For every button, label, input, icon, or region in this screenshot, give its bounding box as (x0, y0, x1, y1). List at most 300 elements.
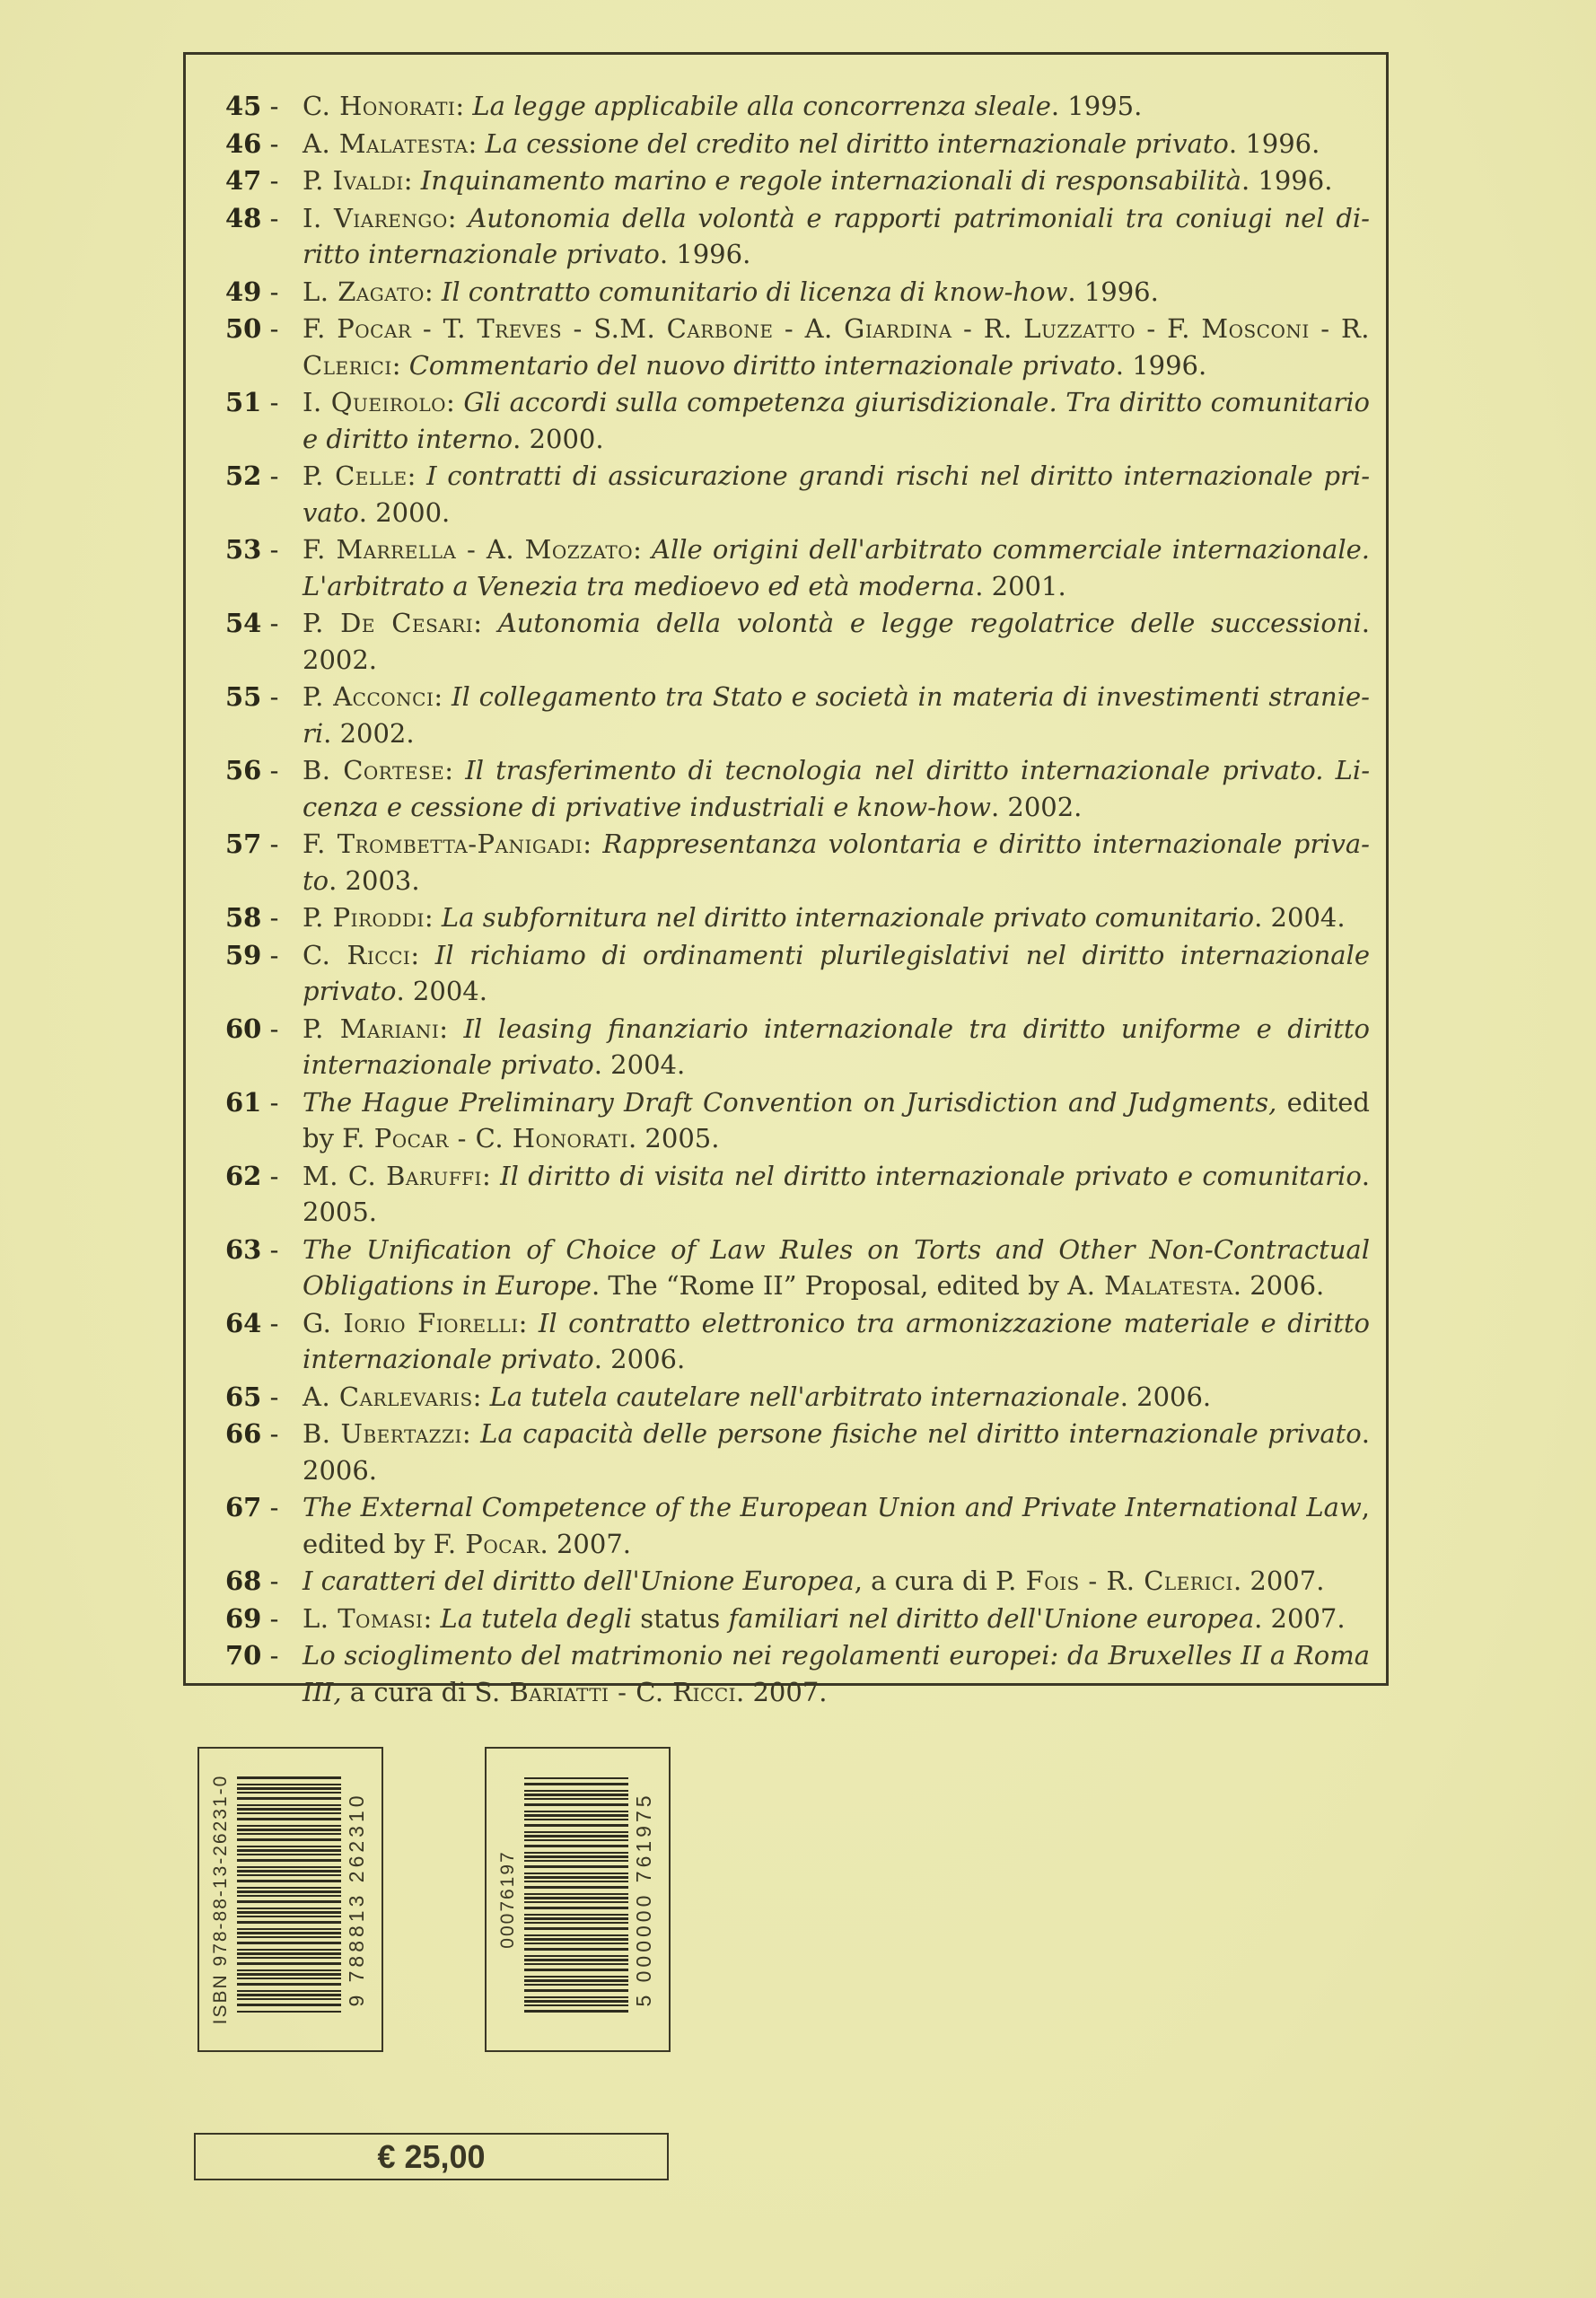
barcode-bar (524, 1803, 628, 1806)
entry-text (303, 126, 1370, 162)
barcode-bar (524, 1893, 628, 1895)
entry-detail: : (410, 939, 435, 970)
barcode-bar (524, 1794, 628, 1796)
barcode-bar (524, 1907, 628, 1909)
entry-detail: . 1996. (1067, 276, 1159, 307)
entry-detail: . The “Rome II” Proposal, edited by (591, 1270, 1068, 1301)
entry-detail: : (583, 829, 603, 859)
barcode-bar (237, 1949, 341, 1951)
entry-number-value: 60 (225, 1013, 262, 1044)
entry-number-value: 51 (225, 387, 262, 417)
entry-number: 58 - (225, 902, 279, 933)
entry-text (303, 311, 1370, 383)
entry-text (303, 274, 1370, 311)
barcode-bar (237, 1870, 341, 1873)
barcode-bar (237, 1787, 341, 1790)
entry-detail: : (633, 534, 653, 565)
entry-text (303, 1563, 1370, 1600)
entry-detail: . 2000. (513, 423, 604, 454)
barcode-bar (524, 1831, 628, 1833)
entry-number: 61 - (225, 1086, 279, 1118)
barcode-bar (237, 1942, 341, 1944)
barcode-bar (237, 1812, 341, 1814)
entry-detail: . 2005. (628, 1123, 720, 1153)
entry-text (303, 1305, 1370, 1378)
entry-number: 64 - (225, 1307, 279, 1338)
product-code-digits: 5 000000 761975 (631, 1792, 655, 2007)
entry-detail: . 2003. (329, 864, 420, 896)
barcode-bar (237, 1983, 341, 1986)
entry-number-value: 47 (225, 165, 262, 196)
entry-detail: status (632, 1602, 729, 1634)
entry-number-value: 63 (225, 1233, 262, 1265)
list-item (225, 200, 1370, 273)
entry-detail: . 2007. (736, 1676, 828, 1707)
barcode-bar (524, 1922, 628, 1924)
entry-text (303, 1232, 1370, 1304)
entry-detail: : (447, 202, 469, 233)
entry-author: F. Marrella - A. Mozzato (303, 534, 634, 565)
entry-title: Autonomia della volontà e rapporti patrimoniali tra coniugi nel diritto internazionale privato (303, 202, 1370, 269)
barcode-bar (237, 1936, 341, 1938)
list-item (225, 126, 1370, 162)
entry-number-value: 45 (225, 91, 262, 121)
list-item (225, 679, 1370, 751)
barcode-bar (237, 1911, 341, 1914)
barcode-bar (524, 1819, 628, 1820)
entry-detail: . 2002. (323, 717, 415, 749)
barcode-bar (524, 1790, 628, 1792)
entry-number: 69 - (225, 1602, 279, 1634)
barcode-bar (524, 1927, 628, 1930)
entry-author: A. Malatesta (1067, 1270, 1233, 1301)
isbn-digits: 9 788813 262310 (344, 1792, 368, 2007)
list-item (225, 1563, 1370, 1600)
entry-number-value: 46 (225, 127, 262, 159)
entry-title: Inquinamento marino e regole internazionali di responsabilità (420, 165, 1241, 196)
entry-detail: . 2004. (396, 976, 487, 1006)
entry-number: 68 - (225, 1566, 279, 1596)
entry-number: 70 - (225, 1640, 279, 1671)
entry-author: M. C. Baruffi (303, 1160, 482, 1191)
entry-title: Il diritto di visita nel diritto internazionale privato e comunitario (500, 1160, 1362, 1191)
entry-number: 57 - (225, 829, 279, 859)
entry-text (303, 899, 1370, 936)
entry-detail: . 2007. (1232, 1566, 1325, 1596)
entry-title: Il collegamento tra Stato e società in materia di investimenti stranieri (303, 681, 1370, 749)
list-item (225, 1305, 1370, 1378)
isbn-barcode-content (210, 1765, 372, 2034)
entry-title: I caratteri del diritto dell'Unione Europea (303, 1566, 855, 1596)
entry-number: 62 - (225, 1160, 279, 1191)
entry-number: 48 - (225, 202, 279, 233)
barcode-bar (237, 1952, 341, 1955)
barcode-bar (524, 1835, 628, 1838)
entry-title: The Unification of Choice of Law Rules on Torts and Other Non-Contractual Obligations in Europe (303, 1233, 1370, 1301)
barcode-bar (524, 1783, 628, 1785)
entry-author: B. Cortese (303, 755, 445, 785)
barcode-bar (524, 1814, 628, 1817)
entry-number: 51 - (225, 387, 279, 417)
barcode-bar (524, 1881, 628, 1882)
barcode-bar (237, 1908, 341, 1909)
entry-detail: . 1996. (1228, 127, 1320, 159)
entry-text (303, 1637, 1370, 1710)
entry-author: L. Zagato (303, 276, 425, 307)
list-item (225, 311, 1370, 383)
entry-detail: . 2006. (1119, 1381, 1212, 1412)
entry-detail: : (403, 165, 421, 196)
entry-number-value: 66 (225, 1418, 262, 1449)
entry-detail: : (455, 91, 473, 121)
entry-author: P. Celle (303, 460, 408, 491)
entry-number-value: 58 (225, 902, 262, 933)
entry-number: 46 - (225, 127, 279, 159)
entry-author: F. Pocar - T. Treves - S.M. Carbone - A. Giardina - R. Luzzatto - F. Mosconi - R. Clerici (303, 313, 1370, 381)
entry-author: F. Trombetta-Panigadi (303, 829, 583, 859)
entry-detail: : (439, 1013, 464, 1044)
barcode-bar (237, 1973, 341, 1976)
barcode-bar (237, 1990, 341, 1992)
barcode-bar (524, 1824, 628, 1827)
entry-title: La tutela degli (440, 1602, 633, 1634)
barcode-bar (524, 1969, 628, 1971)
barcode-bar (237, 2011, 341, 2013)
entry-author: I. Viarengo (303, 202, 448, 233)
entry-number-value: 53 (225, 534, 262, 565)
entry-detail: : (481, 1160, 501, 1191)
entry-title: Il contratto comunitario di licenza di know-how (441, 276, 1068, 307)
entry-number: 52 - (225, 460, 279, 491)
barcode-bar (524, 1845, 628, 1847)
entry-detail: . 2007. (1254, 1602, 1346, 1634)
barcode-bar (237, 1895, 341, 1897)
entry-text (303, 458, 1370, 531)
entry-number-value: 56 (225, 755, 262, 785)
entry-number: 53 - (225, 534, 279, 565)
barcode-bar (524, 1860, 628, 1862)
entry-detail: : (461, 1418, 481, 1449)
entry-author: F. Pocar - C. Honorati (342, 1123, 628, 1153)
entry-number-value: 61 (225, 1086, 262, 1118)
entry-number: 56 - (225, 755, 279, 785)
barcode-bar (524, 1901, 628, 1903)
entry-text (303, 384, 1370, 457)
barcode-bar (524, 1938, 628, 1941)
barcode-bar (524, 1811, 628, 1812)
entry-detail: . 2007. (539, 1528, 631, 1559)
entry-detail: . 2002. (990, 791, 1083, 822)
price-label: € 25,00 (194, 2133, 669, 2180)
list-item (225, 384, 1370, 457)
entry-detail: : (473, 608, 498, 638)
entry-detail: a cura di (341, 1676, 475, 1707)
entry-title: Rappresentanza volontaria e diritto internazionale privato (303, 829, 1370, 896)
entry-detail: , edited by (303, 1492, 1370, 1559)
entry-detail: . 2006. (593, 1344, 686, 1374)
entry-author: C. Ricci (303, 939, 411, 970)
entry-author: B. Ubertazzi (303, 1418, 462, 1449)
entry-detail: . 1996. (1241, 165, 1333, 196)
barcode-bar (237, 1792, 341, 1794)
list-item (225, 899, 1370, 936)
list-item (225, 1084, 1370, 1157)
entry-number: 65 - (225, 1381, 279, 1412)
entry-text (303, 937, 1370, 1010)
entry-title: La capacità delle persone fisiche nel diritto internazionale privato (480, 1418, 1362, 1449)
entry-number-value: 70 (225, 1640, 262, 1671)
barcode-bar (237, 1866, 341, 1868)
entry-title: The External Competence of the European Union and Private International Law (303, 1492, 1362, 1522)
list-item (225, 1011, 1370, 1083)
entry-number: 47 - (225, 165, 279, 196)
entry-author: A. Carlevaris (303, 1381, 473, 1412)
entry-number: 63 - (225, 1233, 279, 1265)
list-item (225, 531, 1370, 604)
list-item (225, 274, 1370, 311)
list-item (225, 1232, 1370, 1304)
entry-detail: : (424, 902, 442, 933)
barcode-bar (524, 1886, 628, 1889)
entry-number-value: 68 (225, 1566, 262, 1596)
barcode-bar (524, 1917, 628, 1920)
barcode-bar (524, 1959, 628, 1961)
entry-detail: . 2006. (1232, 1270, 1325, 1301)
entry-detail: : (518, 1307, 539, 1338)
isbn-barcode (197, 1747, 383, 2052)
isbn-caption: ISBN 978-88-13-26231-0 (209, 1774, 231, 2025)
entry-text (303, 88, 1370, 125)
list-item (225, 1601, 1370, 1637)
list-item (225, 752, 1370, 825)
barcode-bar (237, 1854, 341, 1855)
entry-author: S. Bariatti - C. Ricci (474, 1676, 737, 1707)
list-item (225, 826, 1370, 899)
barcode-bar (237, 1887, 341, 1889)
entry-author: P. Acconci (303, 681, 434, 712)
barcode-bar (237, 1998, 341, 2000)
list-item (225, 1379, 1370, 1416)
entry-detail: : (444, 755, 466, 785)
entry-detail: . 2004. (593, 1049, 686, 1080)
entry-number: 49 - (225, 276, 279, 307)
entry-text (303, 200, 1370, 273)
barcode-bar (524, 1897, 628, 1899)
entry-detail: : (423, 1602, 441, 1634)
entry-detail: . 2001. (975, 570, 1066, 601)
barcode-bar (524, 2004, 628, 2006)
entry-text (303, 531, 1370, 604)
entry-title: Gli accordi sulla competenza giurisdizionale. Tra diritto comunitario e diritto interno (303, 387, 1370, 454)
barcode-bar (524, 1873, 628, 1874)
barcode-bar (237, 1784, 341, 1785)
barcode-bar (237, 1921, 341, 1924)
barcode-bar (237, 1776, 341, 1779)
barcode-bar (237, 1969, 341, 1971)
barcode-bar (524, 1996, 628, 1998)
entry-detail: : (407, 460, 427, 491)
barcode-bar (237, 1932, 341, 1934)
barcode-bar (524, 2010, 628, 2013)
entry-title: La cessione del credito nel diritto internazionale privato (485, 127, 1229, 159)
barcode-bar (524, 1979, 628, 1982)
entry-text (303, 1084, 1370, 1157)
entry-author: I. Queirolo (303, 387, 447, 417)
entry-detail: . 2002. (303, 608, 1370, 675)
list-item (225, 1416, 1370, 1488)
barcode-bar (237, 1818, 341, 1820)
entry-detail: : (446, 387, 464, 417)
series-list-frame (183, 52, 1389, 1707)
barcode-bar (524, 1963, 628, 1965)
entry-number-value: 65 (225, 1381, 262, 1412)
barcode-bar (524, 1989, 628, 1992)
barcode-bar (237, 1825, 341, 1827)
entry-number: 55 - (225, 681, 279, 712)
entry-title: La tutela cautelare nell'arbitrato internazionale (489, 1381, 1120, 1412)
entry-author: P. Mariani (303, 1013, 440, 1044)
entry-number-value: 50 (225, 313, 262, 344)
list-item (225, 88, 1370, 125)
entry-detail: : (472, 1381, 490, 1412)
entry-author: G. Iorio Fiorelli (303, 1307, 519, 1338)
entry-detail: : (468, 127, 486, 159)
barcode-bar (237, 1928, 341, 1930)
barcode-bar (524, 1976, 628, 1978)
entry-title: Il contratto elettronico tra armonizzazione materiale e diritto internazionale privato (303, 1307, 1370, 1374)
entry-text (303, 679, 1370, 751)
entry-detail: . 1995. (1050, 91, 1143, 121)
barcode-bar (237, 1874, 341, 1876)
barcode-bar (237, 1797, 341, 1800)
entry-text (303, 162, 1370, 199)
entry-number-value: 54 (225, 608, 262, 638)
entry-number: 45 - (225, 91, 279, 121)
entry-text (303, 752, 1370, 825)
barcode-bar (524, 1798, 628, 1800)
barcode-bar (524, 1777, 628, 1779)
entry-number: 66 - (225, 1418, 279, 1449)
entry-number-value: 48 (225, 202, 262, 233)
series-list (225, 88, 1370, 1711)
entry-detail: . 2006. (303, 1418, 1370, 1486)
entry-number-value: 55 (225, 681, 262, 712)
entry-detail: : (424, 276, 442, 307)
list-item (225, 605, 1370, 678)
entry-detail: . 1996. (1115, 349, 1207, 381)
entry-number-value: 59 (225, 939, 262, 970)
entry-detail: . 2005. (303, 1160, 1370, 1227)
entry-author: P. De Cesari (303, 608, 474, 638)
entry-number-value: 52 (225, 460, 262, 491)
barcode-bar (237, 1838, 341, 1841)
list-item (225, 1489, 1370, 1562)
entry-author: P. Piroddi (303, 902, 425, 933)
entry-number: 67 - (225, 1492, 279, 1522)
entry-text (303, 826, 1370, 899)
entry-detail: : (434, 681, 452, 712)
barcode-bar (524, 1865, 628, 1868)
entry-number-value: 62 (225, 1160, 262, 1191)
barcode-bar (524, 1934, 628, 1936)
product-code-caption: 00076197 (496, 1850, 518, 1949)
entry-author: A. Malatesta (303, 127, 469, 159)
entry-text (303, 1379, 1370, 1416)
barcode-bar (237, 1916, 341, 1917)
entry-author: F. Pocar (433, 1528, 540, 1559)
entry-number-value: 64 (225, 1307, 262, 1338)
entry-title: Commentario del nuovo diritto internazionale privato (408, 349, 1116, 381)
entry-title: La legge applicabile alla concorrenza sleale (472, 91, 1051, 121)
entry-number: 59 - (225, 939, 279, 970)
barcode-bar (237, 1846, 341, 1847)
barcode-bar (524, 1876, 628, 1879)
entry-title: Il leasing finanziario internazionale tra diritto uniforme e diritto internazionale privato (303, 1013, 1370, 1080)
entry-author: L. Tomasi (303, 1602, 424, 1634)
list-item (225, 1637, 1370, 1710)
entry-detail: edited by (303, 1086, 1370, 1153)
barcode-bar (524, 1852, 628, 1854)
barcode-bar (237, 1962, 341, 1965)
entry-text (303, 1416, 1370, 1488)
list-item (225, 937, 1370, 1010)
barcode-bar (237, 1808, 341, 1811)
list-item (225, 1158, 1370, 1231)
barcode-bar (237, 1849, 341, 1852)
barcode-bar (237, 1900, 341, 1903)
entry-detail: . 2000. (358, 496, 451, 528)
entry-number: 50 - (225, 313, 279, 344)
entry-number-value: 49 (225, 276, 262, 307)
entry-author: P. Fois - R. Clerici (995, 1566, 1233, 1596)
barcode-bar (524, 1914, 628, 1916)
barcode-bar (237, 1859, 341, 1862)
list-item (225, 162, 1370, 199)
entry-title: familiari nel diritto dell'Unione europea (728, 1602, 1255, 1634)
barcode-bar (237, 1890, 341, 1893)
entry-detail: : (391, 349, 409, 381)
entry-title: I contratti di assicurazione grandi rischi nel diritto internazionale privato (303, 460, 1370, 528)
entry-number-value: 67 (225, 1492, 262, 1522)
entry-text (303, 1601, 1370, 1637)
entry-title: La subfornitura nel diritto internazionale privato comunitario (441, 902, 1255, 933)
entry-text (303, 605, 1370, 678)
barcode-bar (237, 1994, 341, 1996)
entry-text (303, 1011, 1370, 1083)
entry-title: Alle origini dell'arbitrato commerciale internazionale. L'arbitrato a Venezia tra medioevo ed età moderna (303, 534, 1370, 601)
entry-detail: . 2004. (1254, 902, 1346, 933)
barcode-bar (237, 1957, 341, 1959)
barcode-bar (237, 2004, 341, 2006)
barcode-bar (524, 1984, 628, 1986)
entry-number: 60 - (225, 1013, 279, 1044)
barcode-bar (237, 1833, 341, 1835)
entry-detail: . 1996. (659, 239, 751, 269)
barcode-bar (524, 1948, 628, 1951)
barcode-bar (524, 1943, 628, 1944)
entry-text (303, 1158, 1370, 1231)
entry-title: Il trasferimento di tecnologia nel diritto internazionale privato. Licenza e cessione di privative industriali e know-how (303, 755, 1370, 822)
entry-title: The Hague Preliminary Draft Convention on Jurisdiction and Judgments, (303, 1086, 1277, 1118)
entry-title: Lo scioglimento del matrimonio nei regolamenti europei: da Bruxelles II a Roma III, (303, 1640, 1370, 1707)
entry-author: C. Honorati (303, 91, 456, 121)
isbn-barcode-bars (237, 1776, 341, 2013)
product-barcode (485, 1747, 671, 2052)
entry-number: 54 - (225, 608, 279, 638)
entry-author: P. Ivaldi (303, 165, 404, 196)
product-barcode-content (497, 1765, 659, 2034)
list-item (225, 458, 1370, 531)
